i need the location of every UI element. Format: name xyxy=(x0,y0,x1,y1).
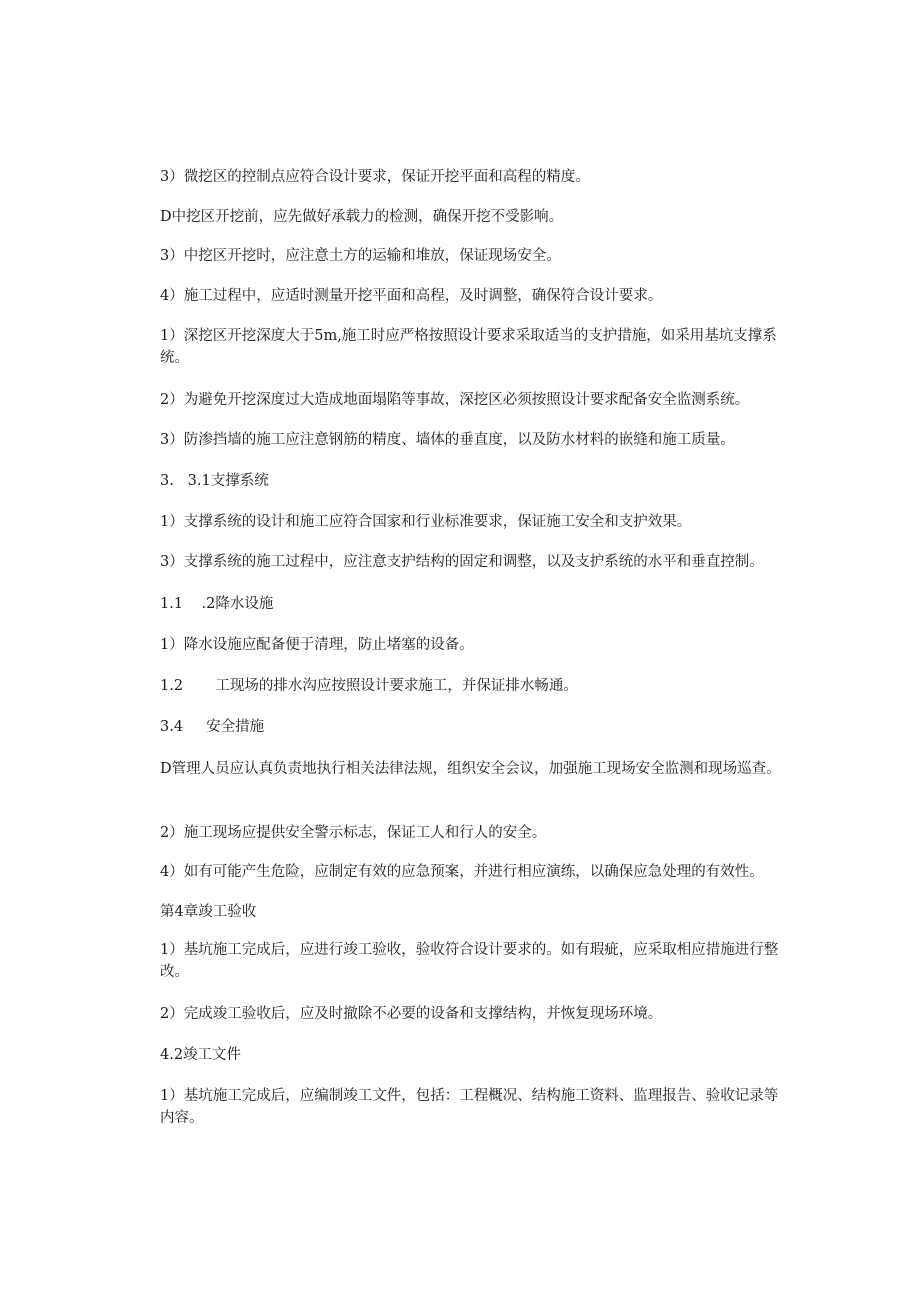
paragraph: 2）施工现场应提供安全警示标志，保证工人和行人的安全。 xyxy=(160,825,547,841)
paragraph: 2）为避免开挖深度过大造成地面塌陷等事故，深挖区必须按照设计要求配备安全监测系统。 xyxy=(160,392,750,408)
section-heading: 1.1 .2降水设施 xyxy=(160,596,274,612)
paragraph: 3）防渗挡墙的施工应注意钢筋的精度、墙体的垂直度，以及防水材料的嵌缝和施工质量。 xyxy=(160,432,735,448)
paragraph: 1.2 工现场的排水沟应按照设计要求施工，并保证排水畅通。 xyxy=(160,678,578,694)
paragraph: 1）基坑施工完成后，应编制竣工文件，包括：工程概况、结构施工资料、监理报告、验收记录等内容。 xyxy=(160,1088,779,1126)
section-heading: 4.2竣工文件 xyxy=(160,1047,242,1063)
paragraph: 3）微挖区的控制点应符合设计要求，保证开挖平面和高程的精度。 xyxy=(160,169,590,185)
chapter-heading: 第4章竣工验收 xyxy=(160,904,257,920)
section-heading: 3. 3.1支撑系统 xyxy=(160,473,269,489)
paragraph: 3）中挖区开挖时，应注意土方的运输和堆放，保证现场安全。 xyxy=(160,248,561,264)
section-heading: 3.4 安全措施 xyxy=(160,719,265,735)
paragraph: 4）如有可能产生危险，应制定有效的应急预案，并进行相应演练，以确保应急处理的有效性。 xyxy=(160,864,764,880)
paragraph: D管理人员应认真负责地执行相关法律法规，组织安全会议，加强施工现场安全监测和现场巡查。 xyxy=(160,761,781,777)
paragraph: 1）支撑系统的设计和施工应符合国家和行业标准要求，保证施工安全和支护效果。 xyxy=(160,514,692,530)
paragraph: 1）降水设施应配备便于清理，防止堵塞的设备。 xyxy=(160,637,474,653)
paragraph: 3）支撑系统的施工过程中，应注意支护结构的固定和调整，以及支护系统的水平和垂直控制。 xyxy=(160,554,764,570)
paragraph: 1）基坑施工完成后，应进行竣工验收，验收符合设计要求的。如有瑕疵，应采取相应措施进行整改。 xyxy=(160,942,779,980)
paragraph: 1）深挖区开挖深度大于5m,施工时应严格按照设计要求采取适当的支护措施，如采用基坑支撑系统。 xyxy=(160,328,777,366)
paragraph: 2）完成竣工验收后，应及时撤除不必要的设备和支撑结构，并恢复现场环境。 xyxy=(160,1006,663,1022)
paragraph: D中挖区开挖前，应先做好承载力的检测，确保开挖不受影响。 xyxy=(160,209,564,225)
paragraph: 4）施工过程中，应适时测量开挖平面和高程，及时调整，确保符合设计要求。 xyxy=(160,288,663,304)
